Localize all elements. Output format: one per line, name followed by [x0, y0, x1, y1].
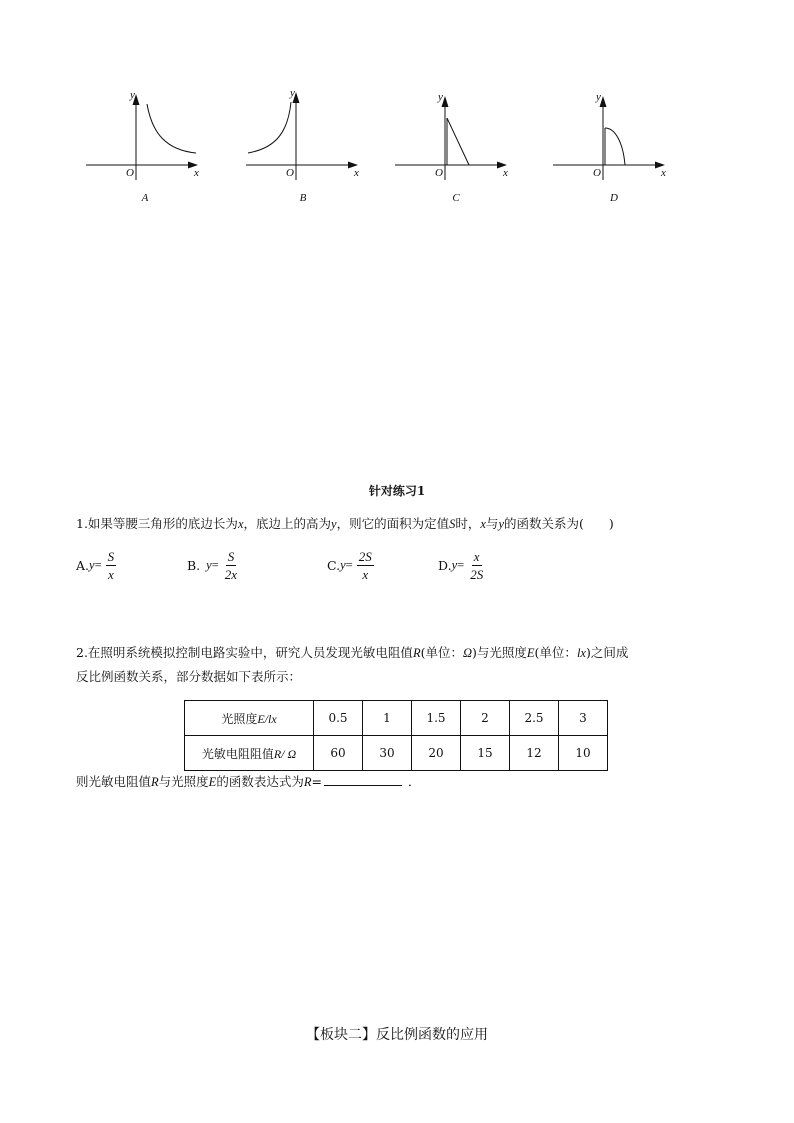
graph-c [395, 88, 511, 182]
graph-c-x-label: x [503, 167, 508, 179]
graph-c-svg [395, 88, 511, 182]
illuminance-unit: E/lx [257, 711, 277, 726]
graph-b-origin-label: O [286, 167, 294, 179]
q2-text-3: )与光照度 [472, 645, 527, 660]
q2-text-5: )之间成 [585, 645, 629, 660]
curve-a [147, 104, 196, 153]
answer-end: ． [407, 774, 421, 789]
choice-b-lhs: y [206, 558, 212, 572]
q2-line-2: 反比例函数关系，部分数据如下表所示： [76, 669, 302, 684]
graph-d-svg [553, 88, 669, 182]
table-cell: 20 [412, 736, 461, 771]
answer-var-r: R [151, 775, 159, 789]
q2-text-4: (单位： [534, 645, 577, 660]
table-cell: 10 [559, 736, 608, 771]
q1-text-2: ，底边上的高为 [243, 516, 332, 531]
q1-text-4: 时， [455, 516, 481, 531]
choice-a-numerator: S [107, 549, 115, 564]
graph-c-y-label: y [438, 91, 443, 103]
graph-a-x-label: x [194, 167, 199, 179]
graph-d-y-label: y [596, 91, 601, 103]
graph-d [553, 88, 669, 182]
q1-text-6: 的函数关系为( ) [504, 516, 614, 531]
choice-a-denominator: x [108, 567, 114, 582]
table-cell: 2 [461, 701, 510, 736]
table-row-resistance [185, 736, 608, 771]
answer-blank[interactable] [324, 773, 402, 786]
curve-d [605, 128, 625, 165]
q2-text-2: (单位： [420, 645, 463, 660]
choice-d-denominator: 2S [470, 567, 484, 582]
graph-b-caption: B [299, 192, 307, 204]
q2-var-e: E [526, 646, 535, 660]
graph-a-y-label: y [130, 89, 135, 101]
q1-var-2: y [331, 517, 337, 531]
q2-var-r: R [412, 646, 421, 660]
choice-d-fraction [468, 548, 485, 583]
choice-c-prefix: C. [327, 558, 341, 573]
graph-b-y-label: y [290, 87, 295, 99]
answer-var-r2: R [303, 775, 312, 789]
choice-b[interactable] [187, 548, 239, 583]
choice-c-equals: = [345, 558, 353, 572]
choice-b-denominator: 2x [224, 567, 238, 582]
table-cell: 60 [314, 736, 363, 771]
resistance-label: 光敏电阻阻值 [201, 746, 274, 761]
graph-a [86, 88, 202, 182]
q2-var-ohm: Ω [462, 646, 473, 660]
data-table [184, 700, 608, 771]
choice-b-fraction [223, 548, 239, 583]
q1-var-5: y [498, 517, 504, 531]
table-cell: 0.5 [314, 701, 363, 736]
q1-text-5: 与 [485, 516, 499, 531]
choice-c-denominator: x [362, 567, 369, 582]
curve-b [248, 102, 291, 153]
q2-var-lx: lx [576, 646, 586, 660]
graph-a-origin-label: O [126, 167, 134, 179]
choice-d-numerator: x [473, 549, 480, 564]
choice-a[interactable] [76, 548, 116, 583]
table-cell: 1 [363, 701, 412, 736]
choice-d-prefix: D. [438, 558, 452, 573]
graph-d-x-label: x [661, 167, 666, 179]
answer-text-2: 与光照度 [158, 774, 209, 789]
graph-d-origin-label: O [593, 167, 601, 179]
table-header-illuminance [185, 701, 314, 736]
choice-c[interactable] [327, 548, 374, 583]
q1-var-3: S [449, 517, 456, 531]
table-cell: 15 [461, 736, 510, 771]
answer-text-1: 则光敏电阻值 [76, 774, 152, 789]
answer-text-3: 的函数表达式为 [216, 774, 304, 789]
table-row-illuminance [185, 701, 608, 736]
answer-equals: = [311, 774, 322, 789]
section-title: 【板块二】反比例函数的应用 [306, 1027, 488, 1043]
table-cell: 3 [559, 701, 608, 736]
choice-d-lhs: y [451, 558, 458, 572]
question-2 [76, 641, 628, 689]
choice-a-prefix: A. [76, 558, 90, 573]
graph-c-caption: C [452, 192, 460, 204]
table-cell: 1.5 [412, 701, 461, 736]
choice-c-numerator: 2S [358, 549, 372, 564]
illuminance-label: 光照度 [221, 711, 258, 726]
question-1 [76, 512, 614, 536]
resistance-unit: R/ Ω [273, 746, 297, 761]
practice-title: 针对练习1 [368, 484, 426, 498]
graph-b [246, 88, 362, 182]
choice-b-prefix: B. [187, 558, 201, 573]
q2-line-1 [76, 641, 628, 665]
graph-b-svg [246, 88, 362, 182]
choice-c-fraction [357, 548, 374, 583]
q1-text-1: 1.如果等腰三角形的底边长为 [76, 516, 238, 531]
table-header-resistance [185, 736, 314, 771]
q1-text-3: ，则它的面积为定值 [336, 516, 450, 531]
choice-c-lhs: y [340, 558, 346, 572]
graph-d-caption: D [610, 192, 618, 204]
q2-text-1: 2.在照明系统模拟控制电路实验中，研究人员发现光敏电阻值 [76, 645, 413, 660]
choice-a-lhs: y [89, 558, 95, 572]
choice-b-numerator: S [227, 549, 235, 564]
graph-a-svg [86, 88, 202, 182]
graph-b-x-label: x [354, 167, 359, 179]
q1-var-4: x [480, 517, 486, 531]
q1-var-1: x [237, 517, 244, 531]
answer-line [76, 772, 420, 790]
answer-var-e: E [208, 775, 217, 789]
table-cell: 2.5 [510, 701, 559, 736]
graph-a-caption: A [141, 192, 149, 204]
choice-d-equals: = [457, 558, 465, 572]
table-cell: 12 [510, 736, 559, 771]
table-cell: 30 [363, 736, 412, 771]
line-c [447, 118, 469, 165]
choice-a-fraction [106, 548, 117, 583]
choice-a-equals: = [94, 558, 102, 572]
choice-d[interactable] [438, 548, 485, 583]
graph-c-origin-label: O [435, 167, 443, 179]
choice-b-equals: = [211, 558, 219, 572]
